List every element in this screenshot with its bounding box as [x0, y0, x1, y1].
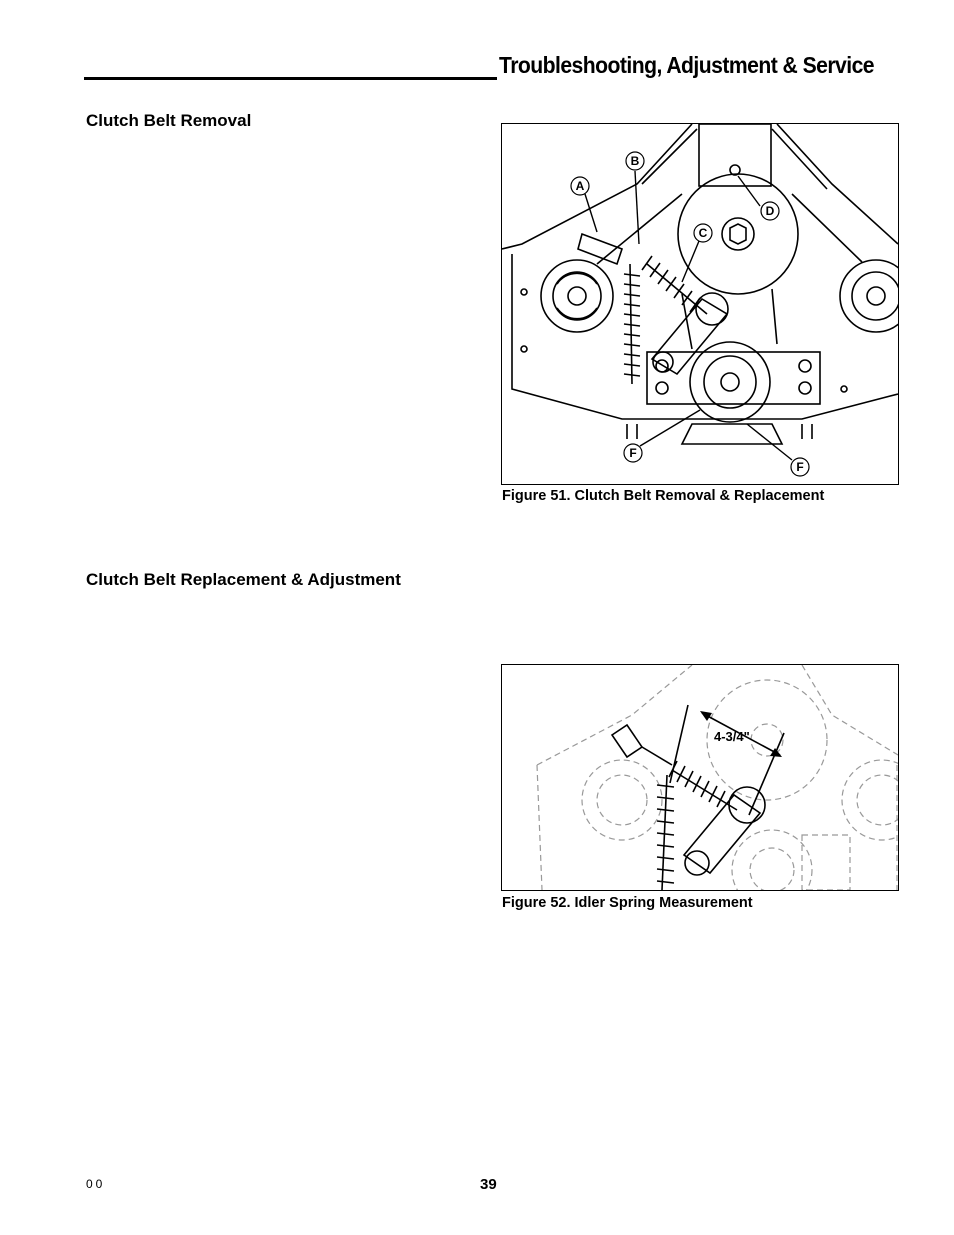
callout-f-left: F: [629, 446, 637, 460]
page-number: 39: [480, 1176, 497, 1193]
figure-51: [501, 123, 899, 485]
callout-f-right: F: [796, 460, 804, 474]
figure-51-caption: Figure 51. Clutch Belt Removal & Replacement: [502, 488, 825, 504]
callout-a: A: [575, 179, 585, 193]
section-heading-clutch-belt-replacement: Clutch Belt Replacement & Adjustment: [86, 570, 401, 589]
callout-c: C: [698, 226, 708, 240]
figure-52-illustration: [502, 665, 898, 890]
figure-52: [501, 664, 899, 891]
figure-51-illustration: [502, 124, 898, 484]
callout-d: D: [765, 204, 775, 218]
callout-b: B: [630, 154, 640, 168]
header-rule: [84, 77, 497, 80]
footer-code: 00: [86, 1177, 106, 1191]
section-heading-clutch-belt-removal: Clutch Belt Removal: [86, 111, 252, 130]
page-title: Troubleshooting, Adjustment & Service: [499, 52, 875, 78]
measurement-label: 4-3/4": [714, 729, 750, 744]
figure-52-caption: Figure 52. Idler Spring Measurement: [502, 895, 753, 911]
